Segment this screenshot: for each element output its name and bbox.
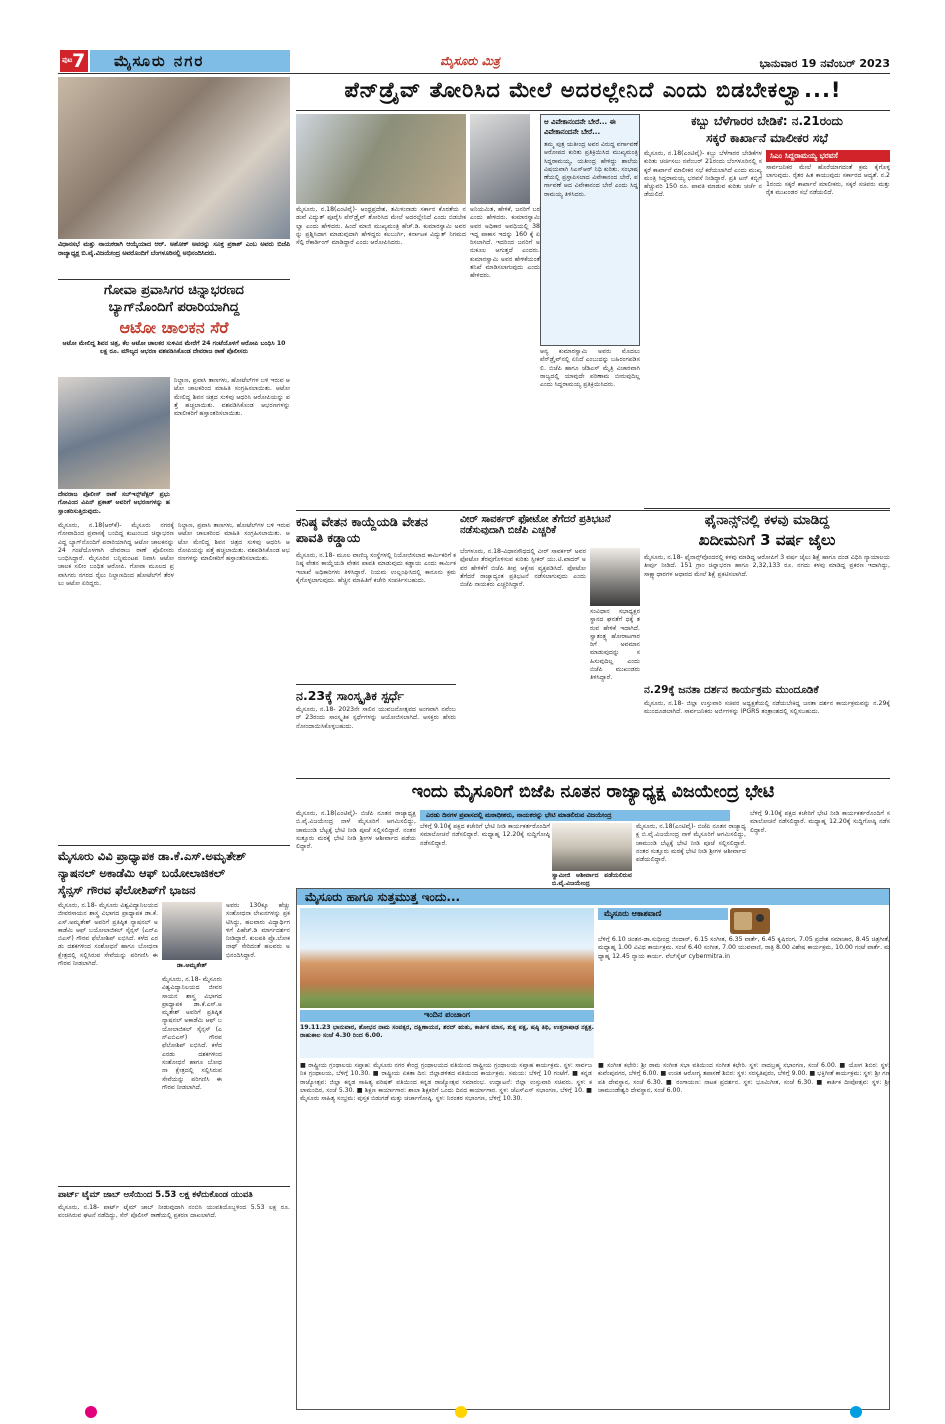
bjp-body-col2: ಬೆಳಿಗ್ಗೆ 9.10ಕ್ಕೆ ಪಕ್ಷದ ಕಚೇರಿಗೆ ಭೇಟಿ ನೀಡಿ ಕಾರ್ಯಕರ್ತರೊಂದಿಗೆ ಸಮಾಲೋಚನೆ ನಡೆಸಲಿದ್ದಾರೆ. ಮಧ್ಯಾಹ್ನ 12.20ಕ್ಕೆ ಸುದ್ದಿಗೋಷ್ಠಿ ನಡೆಸಲಿದ್ದಾರೆ. [420,823,552,847]
goa-body-col1: ಮೈಸೂರು, ನ.18(ಆರ್‌ಕೆ)- ಮೈಸೂರು ನಗರಕ್ಕೆ ಗೋವಾದಿಂದ ಪ್ರವಾಸಕ್ಕೆ ಬಂದಿದ್ದ ಕುಟುಂಬದ ಚಿನ್ನಾಭರಣವಿದ್ದ ಬ್ಯಾಗ್‌ನೊಂದಿಗೆ ಪರಾರಿಯಾಗಿದ್ದ ಆಟೋ ಚಾಲಕನನ್ನು 24 ಗಂಟೆಯೊಳಗಾಗಿ ದೇವರಾಜ ಠಾಣೆ ಪೊಲೀಸರು ಬಂಧಿಸಿದ್ದಾರೆ. ಮೈಸೂರಿನ ಬನ್ನಿಮಂಟಪ ನಿವಾಸಿ ಆಟೋ ಚಾಲಕ ಸಲೀಂ ಬಂಧಿತ ಆರೋಪಿ. ಗೋವಾ ಮೂಲದ ಪ್ರವಾಸಿಗರು ನಗರದ ರೈಲು ನಿಲ್ದಾಣದಿಂದ ಹೋಟೆಲ್‌ಗೆ ತೆರಳಲು ಆಟೋ ಏರಿದ್ದರು. [58,522,176,588]
registration-dot-magenta [85,1406,97,1418]
radio-icon [730,908,770,934]
lead-rule [296,110,890,111]
vv-body-col3: ಮೈಸೂರು, ನ.18- ಮೈಸೂರು ವಿಶ್ವವಿದ್ಯಾನಿಲಯದ ಜೀವರಸಾಯನ ಶಾಸ್ತ್ರ ವಿಭಾಗದ ಪ್ರಾಧ್ಯಾಪಕ ಡಾ.ಕೆ.ಎಸ್.ಅಮೃತೇಶ್ ಅವರಿಗೆ ಪ್ರತಿಷ್ಠಿತ ನ್ಯಾಷನಲ್ ಅಕಾಡೆಮಿ ಆಫ್ ಬಯೋಲಾಜಿಕಲ್ ಸೈನ್ಸಸ್ (ಎನ್‌ಎಬಿಎಸ್) ಗೌರವ ಫೆಲೋಶಿಪ್ ಲಭಿಸಿದೆ. ಕಳೆದ ಎರಡು ದಶಕಗಳಿಂದ ಸಂಶೋಧನೆ ಹಾಗೂ ಬೋಧನಾ ಕ್ಷೇತ್ರದಲ್ಲಿ ಸಲ್ಲಿಸಿರುವ ಸೇವೆಯನ್ನು ಪರಿಗಣಿಸಿ ಈ ಗೌರವ ನೀಡಲಾಗಿದೆ. [162,976,224,1091]
goa-photo [58,377,170,489]
finance-rule [644,508,890,509]
bjp-subdeck-bar [420,810,730,821]
vv-headline-3: ಸೈನ್ಸಸ್ ಗೌರವ ಫೆಲೋಶಿಪ್‌ಗೆ ಭಾಜನ [58,883,196,897]
page-label: ಪುಟ [62,56,73,64]
today-banner [297,889,889,905]
bjp-photo [552,823,632,871]
wage-sub-headline: ನ.23ಕ್ಕೆ ಸಾಂಸ್ಕೃತಿಕ ಸ್ಪರ್ಧೆ [296,688,404,703]
lead-box [540,114,640,346]
panchanga-bar [300,1010,594,1022]
vv-body-col2: ಅವರು 130ಕ್ಕೂ ಹೆಚ್ಚು ಸಂಶೋಧನಾ ಲೇಖನಗಳನ್ನು ಪ್ರಕಟಿಸಿದ್ದು, ಹಲವಾರು ವಿದ್ಯಾರ್ಥಿಗಳಿಗೆ ಪಿಹೆಚ್.ಡಿ ಮಾರ್ಗದರ್ಶನ ನೀಡಿದ್ದಾರೆ. ಕುಲಪತಿ ಪ್ರೊ.ಲೋಕನಾಥ್ ಸೇರಿದಂತೆ ಹಲವರು ಅಭಿನಂದಿಸಿದ್ದಾರೆ. [226,902,292,959]
date-text: ಭಾನುವಾರ 19 ನವೆಂಬರ್ 2023 [759,57,890,70]
lead-photo-1 [296,114,466,204]
goa-photo-caption: ದೇವರಾಜ ಪೊಲೀಸ್ ಠಾಣೆ ಸಬ್‌ಇನ್ಸ್‌ಪೆಕ್ಟರ್ ಪ್ರಭು ಗೋವಿಂದ ವಿಪಿನ್ ಪ್ರಕಾಶ್ ಅವರಿಗೆ ಆಭರಣಗಳನ್ನು ಹಸ್ತಾಂತರಿಸುತ್ತಿರುವುದು. [58,491,173,515]
savarkar-photo [590,548,640,606]
left-divider [58,279,290,280]
wage-headline: ಕನಿಷ್ಠ ವೇತನ ಕಾಯ್ದೆಯಡಿ ವೇತನ ಪಾವತಿ ಕಡ್ಡಾಯ [296,514,428,545]
lead-photo-2 [470,114,530,204]
mid-rule [296,510,890,511]
vv-footer-body: ಮೈಸೂರು, ನ.18- ಪಾರ್ಟ್ ಟೈಮ್ ಜಾಬ್ ನೀಡುವುದಾಗಿ ನಂಬಿಸಿ ಯುವತಿಯೊಬ್ಬಳಿಂದ 5.53 ಲಕ್ಷ ರೂ. ವಂಚಿಸಿರುವ ಘಟನೆ ನಡೆದಿದ್ದು, ಸೆನ್ ಪೊಲೀಸ್ ಠಾಣೆಯಲ್ಲಿ ಪ್ರಕರಣ ದಾಖಲಾಗಿದೆ. [58,1204,292,1220]
savarkar-body-2: ಸಂವಿಧಾನ ಸಭಾಧ್ಯಕ್ಷರ ಸ್ಥಾನದ ಘನತೆಗೆ ಧಕ್ಕೆ ತರುವ ಹೇಳಿಕೆ ಇದಾಗಿದೆ. ಸ್ವಾತಂತ್ರ್ಯ ಹೋರಾಟಗಾರರಿಗೆ ಅವಮಾನ ಮಾಡುವುದನ್ನು ಸಹಿಸುವುದಿಲ್ಲ ಎಂದು ಬಿಜೆಪಿ ಮುಖಂಡರು ತಿಳಿಸಿದ್ದಾರೆ. [590,608,642,682]
vv-photo-caption: ಡಾ.ಅಮೃತೇಶ್ [176,962,208,969]
sugar-headline-1: ಕಬ್ಬು ಬೆಳೆಗಾರರ ಬೇಡಿಕೆ: ನ.21ರಂದು [691,114,843,128]
wage-sub-body: ಮೈಸೂರು, ನ.18- 2023ನೇ ಸಾಲಿನ ಯುವಜನೋತ್ಸವದ ಅಂಗವಾಗಿ ನವೆಂಬರ್ 23ರಂದು ಸಾಂಸ್ಕೃತಿಕ ಸ್ಪರ್ಧೆಗಳನ್ನು ಆಯೋಜಿಸಲಾಗಿದೆ. ಆಸಕ್ತರು ಹೆಸರು ನೋಂದಾಯಿಸಿಕೊಳ್ಳಬಹುದು. [296,706,458,730]
today-banner-text: ಮೈಸೂರು ಹಾಗೂ ಸುತ್ತಮುತ್ತ ಇಂದು... [305,890,461,904]
registration-dot-yellow [455,1406,467,1418]
goa-headline-1: ಗೋವಾ ಪ್ರವಾಸಿಗರ ಚಿನ್ನಾಭರಣದ [104,283,244,298]
goa-deck: ಆಟೋ ಮೇಲಿದ್ದ ಶಿವನ ಚಿತ್ರ, ಕೆಲ ಆಟೋ ಚಾಲಕರ ಸುಳಿವಿನ ಮೇರೆಗೆ 24 ಗಂಟೆಯೊಳಗೆ ಆರೋಪಿ ಬಂಧಿಸಿ 10 ಲಕ್ಷ ರೂ. ಮೌಲ್ಯದ ಆಭರಣ ವಶಪಡಿಸಿಕೊಂಡ ದೇವರಾಜ ಠಾಣೆ ಪೊಲೀಸರು [62,340,288,356]
masthead [380,50,560,72]
wage-rule [296,684,456,685]
finance-sub-body: ಮೈಸೂರು, ನ.18- ಜಿಲ್ಲಾ ಉಸ್ತುವಾರಿ ಸಚಿವರ ಅಧ್ಯಕ್ಷತೆಯಲ್ಲಿ ನಡೆಯಬೇಕಿದ್ದ ಜನತಾ ದರ್ಶನ ಕಾರ್ಯಕ್ರಮವನ್ನು ನ.29ಕ್ಕೆ ಮುಂದೂಡಲಾಗಿದೆ. ಸಾರ್ವಜನಿಕರು ಅರ್ಜಿಗಳನ್ನು IPGRS ತಂತ್ರಾಂಶದಲ್ಲಿ ಸಲ್ಲಿಸಬಹುದು. [644,700,892,716]
palace-photo [300,908,594,1008]
sugar-highlight [766,150,890,162]
panchanga-title: ಇಂದಿನ ಪಂಚಾಂಗ [424,1010,470,1019]
vv-body-col1: ಮೈಸೂರು, ನ.18- ಮೈಸೂರು ವಿಶ್ವವಿದ್ಯಾನಿಲಯದ ಜೀವರಸಾಯನ ಶಾಸ್ತ್ರ ವಿಭಾಗದ ಪ್ರಾಧ್ಯಾಪಕ ಡಾ.ಕೆ.ಎಸ್.ಅಮೃತೇಶ್ ಅವರಿಗೆ ಪ್ರತಿಷ್ಠಿತ ನ್ಯಾಷನಲ್ ಅಕಾಡೆಮಿ ಆಫ್ ಬಯೋಲಾಜಿಕಲ್ ಸೈನ್ಸಸ್ (ಎನ್‌ಎಬಿಎಸ್) ಗೌರವ ಫೆಲೋಶಿಪ್ ಲಭಿಸಿದೆ. ಕಳೆದ ಎರಡು ದಶಕಗಳಿಂದ ಸಂಶೋಧನೆ ಹಾಗೂ ಬೋಧನಾ ಕ್ಷೇತ್ರದಲ್ಲಿ ಸಲ್ಲಿಸಿರುವ ಸೇವೆಯನ್ನು ಪರಿಗಣಿಸಿ ಈ ಗೌರವ ನೀಡಲಾಗಿದೆ. [58,902,160,968]
finance-body: ಮೈಸೂರು, ನ.18- ಫೈನಾನ್ಸ್‌ವೊಂದರಲ್ಲಿ ಕಳವು ಮಾಡಿದ್ದ ಆರೋಪಿಗೆ 3 ವರ್ಷ ಜೈಲು ಶಿಕ್ಷೆ ಹಾಗೂ ದಂಡ ವಿಧಿಸಿ ನ್ಯಾಯಾಲಯ ತೀರ್ಪು ನೀಡಿದೆ. 151 ಗ್ರಾಂ ಚಿನ್ನಾಭರಣ ಹಾಗೂ 2,32,133 ರೂ. ನಗದು ಕಳವು ಮಾಡಿದ್ದ ಪ್ರಕರಣ ಇದಾಗಿದ್ದು, ಸಾಕ್ಷ್ಯಾಧಾರಗಳ ಆಧಾರದ ಮೇಲೆ ಶಿಕ್ಷೆ ಪ್ರಕಟಿಸಲಾಗಿದೆ. [644,554,892,578]
lead-col3: ಆನ್ಯ ಕುಮಾರಸ್ವಾಮಿ ಅವರು ಮೊದಲು ಪೆನ್‌ಡ್ರೈವ್‌ನಲ್ಲಿ ಏನಿದೆ ಎಂಬುದನ್ನು ಬಹಿರಂಗಪಡಿಸಲಿ. ಬಿಜೆಪಿ ಹಾಗೂ ಜೆಡಿಎಸ್ ಮೈತ್ರಿ ವಿಚಾರವಾಗಿ ರಾಜ್ಯದಲ್ಲಿ ಯಾವುದೇ ಪರಿಣಾಮ ಬೀರುವುದಿಲ್ಲ ಎಂದು ಸಿದ್ದರಾಮಯ್ಯ ಪ್ರತಿಕ್ರಿಯಿಸಿದರು. [540,348,642,389]
bjp-subdeck: ಎರಡು ದಿನಗಳ ಪ್ರವಾಸದಲ್ಲಿ ಮಠಾಧೀಶರು, ನಾಯಕರನ್ನು ಭೇಟಿ ಮಾಡಲಿರುವ ವಿಜಯೇಂದ್ರ [426,811,612,819]
bjp-photo-caption: ಸ್ವಾಮೀಜಿ ಆಶೀರ್ವಾದ ಪಡೆಯಲಿರುವ ಬಿ.ವೈ.ವಿಜಯೇಂದ್ರ [552,872,635,888]
sugar-body-col2: ಸಾರ್ವಜನಿಕರ ಮೇಲೆ ಹೊರೆಯಾಗದಂತೆ ಕ್ರಮ ಕೈಗೊಳ್ಳಲಾಗುವುದು. ರೈತರ ಹಿತ ಕಾಯುವುದು ಸರ್ಕಾರದ ಆದ್ಯತೆ. ನ.21ರಂದು ಸಕ್ಕರೆ ಕಾರ್ಖಾನೆ ಮಾಲೀಕರು, ಸಕ್ಕರೆ ಸಚಿವರು ಮತ್ತು ರೈತ ಮುಖಂಡರ ಸಭೆ ನಡೆಯಲಿದೆ. [766,164,892,196]
savarkar-headline: ವೀರ್ ಸಾವರ್ಕರ್ ಫೋಟೋ ತೆಗೆದರೆ ಪ್ರತಿಭಟನೆ ನಡೆಸುವುದಾಗಿ ಬಿಜೆಪಿ ಎಚ್ಚರಿಕೆ [460,514,611,536]
section-title: ಮೈಸೂರು ನಗರ [114,52,205,70]
section-banner [90,50,290,72]
vv-footer-headline: ಪಾರ್ಟ್ ಟೈಮ್ ಜಾಬ್ ಆಸೆಯಿಂದ 5.53 ಲಕ್ಷ ಕಳೆದುಕೊಂಡ ಯುವತಿ [58,1190,253,1200]
sugar-headline-2: ಸಕ್ಕರೆ ಕಾರ್ಖಾನೆ ಮಾಲೀಕರ ಸಭೆ [706,131,828,145]
today-events-col2: ■ ಸಂಗೀತ ಕಛೇರಿ: ಶ್ರೀ ರಾಮ ಸಂಗೀತ ಸಭಾ ವತಿಯಿಂದ ಸಂಗೀತ ಕಛೇರಿ. ಸ್ಥಳ: ನಾದಬ್ರಹ್ಮ ಸಭಾಂಗಣ, ಸಂಜೆ 6.00. ■ ಯೋಗ ಶಿಬಿರ: ಸ್ಥಳ: ಕುವೆಂಪುನಗರ, ಬೆಳಿಗ್ಗೆ 6.00. ■ ಉಚಿತ ಆರೋಗ್ಯ ತಪಾಸಣೆ ಶಿಬಿರ: ಸ್ಥಳ: ಸರಸ್ವತಿಪುರಂ, ಬೆಳಿಗ್ಗೆ 9.00. ■ ಭಕ್ತಿಗೀತೆ ಕಾರ್ಯಕ್ರಮ: ಸ್ಥಳ: ಶ್ರೀ ಗಣಪತಿ ದೇವಸ್ಥಾನ, ಸಂಜೆ 6.30. ■ ರಂಗಾಯಣ: ನಾಟಕ ಪ್ರದರ್ಶನ. ಸ್ಥಳ: ಭೂಮಿಗೀತ, ಸಂಜೆ 6.30. ■ ಕಾರ್ತಿಕ ದೀಪೋತ್ಸವ: ಸ್ಥಳ: ಶ್ರೀ ಚಾಮುಂಡೇಶ್ವರಿ ದೇವಸ್ಥಾನ, ಸಂಜೆ 6.00. [598,1062,892,1094]
lead-col2: ಅನಿಯಮಿತ, ಹೇಳಿಕೆ, ಜನರಿಗೆ ಬರ ಎಂದು ಹೇಳಿದರು. ಕುಮಾರಸ್ವಾಮಿ ಅವರ ಅಧಿಕಾರ ಅವಧಿಯಲ್ಲಿ 38 ಇದ್ದ ಪಾಕಾಸ ಇದನ್ನು 160 ಕ್ಕೆ ಏರಿಸಲಾಗಿದೆ. ಇದರಿಂದ ಜನರಿಗೆ ಅನುಕೂಲ ಆಗುತ್ತದೆ ಎಂದರು. ಕುಮಾರಸ್ವಾಮಿ ಅವರ ಹೇಳಿಕೆಯಂತೆ ತನಿಖೆ ಮಾಡಿಸಲಾಗುವುದು ಎಂದು ಹೇಳಿದರು. [470,206,540,280]
bjp-body-col1: ಮೈಸೂರು, ನ.18(ಎಂಟಿವೈ)- ಬಿಜೆಪಿ ನೂತನ ರಾಜ್ಯಾಧ್ಯಕ್ಷ ಬಿ.ವೈ.ವಿಜಯೇಂದ್ರ ನಾಳೆ ಮೈಸೂರಿಗೆ ಆಗಮಿಸಲಿದ್ದು, ಚಾಮುಂಡಿ ಬೆಟ್ಟಕ್ಕೆ ಭೇಟಿ ನೀಡಿ ಪೂಜೆ ಸಲ್ಲಿಸಲಿದ್ದಾರೆ. ನಂತರ ಸುತ್ತೂರು ಮಠಕ್ಕೆ ಭೇಟಿ ನೀಡಿ ಶ್ರೀಗಳ ಆಶೀರ್ವಾದ ಪಡೆಯಲಿದ್ದಾರೆ. [296,810,418,851]
goa-side-text: ನಿಲ್ದಾಣ, ಪ್ರವಾಸಿ ತಾಣಗಳು, ಹೋಟೆಲ್‌ಗಳ ಬಳಿ ಇರುವ ಆಟೋ ಚಾಲಕರಿಂದ ಮಾಹಿತಿ ಸಂಗ್ರಹಿಸಲಾಯಿತು. ಆಟೋ ಮೇಲಿದ್ದ ಶಿವನ ಚಿತ್ರದ ಸುಳಿವು ಆಧರಿಸಿ ಆರೋಪಿಯನ್ನು ಪತ್ತೆ ಹಚ್ಚಲಾಯಿತು. ವಶಪಡಿಸಿಕೊಂಡ ಆಭರಣಗಳನ್ನು ಮಾಲೀಕರಿಗೆ ಹಸ್ತಾಂತರಿಸಲಾಯಿತು. [174,377,292,418]
finance-sub-headline: ನ.29ಕ್ಕೆ ಜನತಾ ದರ್ಶನ ಕಾರ್ಯಕ್ರಮ ಮುಂದೂಡಿಕೆ [644,684,819,696]
mid-rule-2 [296,778,890,779]
goa-headline-2: ಬ್ಯಾಗ್‌ನೊಂದಿಗೆ ಪರಾರಿಯಾಗಿದ್ದ [108,300,240,315]
left-divider-3 [58,1186,290,1187]
savarkar-body: ಬೆಂಗಳೂರು, ನ.18-ವಿಧಾನಸೌಧದಲ್ಲಿ ವೀರ್ ಸಾವರ್ಕರ್ ಅವರ ಫೋಟೋ ತೆರವುಗೊಳಿಸುವ ಕುರಿತು ಸ್ಪೀಕರ್ ಯು.ಟಿ.ಖಾದರ್ ಅವರ ಹೇಳಿಕೆಗೆ ಬಿಜೆಪಿ ತೀವ್ರ ಆಕ್ಷೇಪ ವ್ಯಕ್ತಪಡಿಸಿದೆ. ಫೋಟೋ ತೆಗೆದರೆ ರಾಜ್ಯಾದ್ಯಂತ ಪ್ರತಿಭಟನೆ ನಡೆಸಲಾಗುವುದು ಎಂದು ಬಿಜೆಪಿ ನಾಯಕರು ಎಚ್ಚರಿಸಿದ್ದಾರೆ. [460,548,588,589]
finance-headline-1: ಫೈನಾನ್ಸ್‌ನಲ್ಲಿ ಕಳವು ಮಾಡಿದ್ದ [704,512,830,528]
radio-title: ಮೈಸೂರು ಆಕಾಶವಾಣಿ [604,909,662,918]
finance-headline-2: ಖದೀಮನಿಗೆ 3 ವರ್ಷ ಜೈಲು [698,531,836,549]
group-photo-caption: ವಿಧಾನಸಭೆ ಮತ್ತು ನಾಯಕರಾಗಿ ಆಯ್ಕೆಯಾದ ಆರ್. ಅಶೋಕ್ ಅವರನ್ನು ಸೂಕ್ತ ಪ್ರಕಾಶ್ ಎಂಬ ಅವರು ಬಿಜೆಪಿ ರಾಜ್ಯಾಧ್ಯಕ್ಷ ಬಿ.ವೈ.ವಿಜಯೇಂದ್ರ ಅವರೊಂದಿಗೆ ಬೆಂಗಳೂರಿನಲ್ಲಿ ಅಭಿನಂದಿಸಿದರು. [58,241,293,257]
left-divider-2 [58,845,290,846]
masthead-title: ಮೈಸೂರು ಮಿತ್ರ [440,54,500,68]
panchanga-text: 19.11.23 ಭಾನುವಾರ, ಶೋಭನ ನಾಮ ಸಂವತ್ಸರ, ದಕ್ಷಿಣಾಯನ, ಶರದ್ ಋತು, ಕಾರ್ತಿಕ ಮಾಸ, ಶುಕ್ಲ ಪಕ್ಷ, ಷಷ್ಠಿ ತಿಥಿ, ಉತ್ತರಾಷಾಢ ನಕ್ಷತ್ರ. ರಾಹುಕಾಲ ಸಂಜೆ 4.30 ರಿಂದ 6.00. [300,1024,594,1058]
sugar-highlight-text: ಸಿಎಂ ಸಿದ್ದರಾಮಯ್ಯ ಭರವಸೆ [770,151,838,160]
lead-col1: ಮೈಸೂರು, ನ.18(ಎಂಟಿವೈ)- ಆಂಧ್ರಪ್ರದೇಶ, ತಮಿಳುನಾಡು ಸರ್ಕಾರ ಕೊರತೆಯ ನಡುವೆ ವಿದ್ಯುತ್ ಪೂರೈಸಿ ಪೆನ್‌ಡ್ರೈವ್ ತೋರಿಸಿದ ಮೇಲೆ ಅದರಲ್ಲೇನಿದೆ ಎಂದು ಬಿಡಬೇಕಲ್ವಾ ಎಂದು ಹೇಳಿದರು. ಹಿಂದೆ ಮಾಜಿ ಮುಖ್ಯಮಂತ್ರಿ ಹೆಚ್.ಡಿ. ಕುಮಾರಸ್ವಾಮಿ ಅವರನ್ನು ಪ್ರಶ್ನಿಸಿದಾಗ ಮಾಡುವುದಾಗಿ ಹೇಳಿದ್ದರು ಕಲಬುರ್ಗಿ, ಕರ್ನಾಟಕ ವಿದ್ಯುತ್ ನಿಗಮದ ಸೆಲ್ಫಿ ರೆಕಾರ್ಡಿಂಗ್ ಮಾಡಿದ್ದಾರೆ ಎಂದು ಆರೋಪಿಸಿದರು. [296,206,468,247]
radio-bar [598,908,728,920]
goa-headline-3: ಆಟೋ ಚಾಲಕನ ಸೆರೆ [119,318,229,337]
vv-headline-2: ನ್ಯಾಷನಲ್ ಅಕಾಡೆಮಿ ಆಫ್ ಬಯೋಲಾಜಿಕಲ್ [58,866,225,880]
header-rule [58,73,890,74]
vv-headline-1: ಮೈಸೂರು ವಿವಿ ಪ್ರಾಧ್ಯಾಪಕ ಡಾ.ಕೆ.ಎಸ್.ಅಮೃತೇಶ್ [58,849,247,863]
bjp-body-col3: ಮೈಸೂರು, ನ.18(ಎಂಟಿವೈ)- ಬಿಜೆಪಿ ನೂತನ ರಾಜ್ಯಾಧ್ಯಕ್ಷ ಬಿ.ವೈ.ವಿಜಯೇಂದ್ರ ನಾಳೆ ಮೈಸೂರಿಗೆ ಆಗಮಿಸಲಿದ್ದು, ಚಾಮುಂಡಿ ಬೆಟ್ಟಕ್ಕೆ ಭೇಟಿ ನೀಡಿ ಪೂಜೆ ಸಲ್ಲಿಸಲಿದ್ದಾರೆ. ನಂತರ ಸುತ್ತೂರು ಮಠಕ್ಕೆ ಭೇಟಿ ನೀಡಿ ಶ್ರೀಗಳ ಆಶೀರ್ವಾದ ಪಡೆಯಲಿದ್ದಾರೆ. [636,823,748,864]
wage-body: ಮೈಸೂರು, ನ.18- ಮೂಲ ವಾಣಿಜ್ಯ ಸಂಸ್ಥೆಗಳಲ್ಲಿ ನಿಯೋಜಿಸಲಾದ ಕಾರ್ಮಿಕರಿಗೆ ಕನಿಷ್ಠ ವೇತನ ಕಾಯ್ದೆಯಡಿ ವೇತನ ಪಾವತಿ ಮಾಡುವುದು ಕಡ್ಡಾಯ ಎಂದು ಕಾರ್ಮಿಕ ಇಲಾಖೆ ಅಧಿಕಾರಿಗಳು ತಿಳಿಸಿದ್ದಾರೆ. ನಿಯಮ ಉಲ್ಲಂಘಿಸಿದಲ್ಲಿ ಕಾನೂನು ಕ್ರಮ ಕೈಗೊಳ್ಳಲಾಗುವುದು. ಹೆಚ್ಚಿನ ಮಾಹಿತಿಗೆ ಕಚೇರಿ ಸಂಪರ್ಕಿಸಬಹುದು. [296,552,458,584]
radio-schedule: ಬೆಳಿಗ್ಗೆ 6.10 ಚಿಂತನ-ಡಾ.ಸುಧೀಂದ್ರ ಜಿಂದಾರ್, 6.15 ಸಂಗೀತ, 6.35 ವಾರ್ತೆ, 6.45 ಕೃಷಿರಂಗ, 7.05 ಪ್ರದೇಶ ಸಮಾಚಾರ, 8.45 ಚಿತ್ರಗೀತೆ, ಮಧ್ಯಾಹ್ನ 1.00 ವಿವಿಧ ಕಾರ್ಯಕ್ರಮ. ಸಂಜೆ 6.40 ಸಂಗೀತ, 7.00 ಯುವವಾಣಿ, ರಾತ್ರಿ 8.00 ವಿಶೇಷ ಕಾರ್ಯಕ್ರಮ, 10.00 ಗಂಟೆ ವಾರ್ತೆ. ಮಧ್ಯಾಹ್ನ 12.45 ನ್ಯಾಯ ಕಾರ್ಯ. ವೆಬ್‌ಸೈಟ್ cybermitra.in [598,936,892,960]
sugar-body-col1: ಮೈಸೂರು, ನ.18(ಎಂಟಿವೈ)- ಕಬ್ಬು ಬೆಳೆಗಾರರ ಬೇಡಿಕೆಗಳ ಕುರಿತು ಚರ್ಚಿಸಲು ನವೆಂಬರ್ 21ರಂದು ಬೆಂಗಳೂರಿನಲ್ಲಿ ಸಕ್ಕರೆ ಕಾರ್ಖಾನೆ ಮಾಲೀಕರ ಸಭೆ ಕರೆಯಲಾಗಿದೆ ಎಂದು ಮುಖ್ಯಮಂತ್ರಿ ಸಿದ್ದರಾಮಯ್ಯ ಭರವಸೆ ನೀಡಿದ್ದಾರೆ. ಪ್ರತಿ ಟನ್ ಕಬ್ಬಿಗೆ ಹೆಚ್ಚುವರಿ 150 ರೂ. ಪಾವತಿ ಮಾಡುವ ಕುರಿತು ಚರ್ಚೆ ನಡೆಯಲಿದೆ. [644,150,764,199]
page-number: 7 [72,50,86,72]
bjp-headline: ಇಂದು ಮೈಸೂರಿಗೆ ಬಿಜೆಪಿ ನೂತನ ರಾಜ್ಯಾಧ್ಯಕ್ಷ ವಿಜಯೇಂದ್ರ ಭೇಟಿ [411,782,775,802]
group-photo [58,77,290,239]
lead-box-text: ತಮ್ಮ ಪುತ್ರ ಯತೀಂದ್ರ ಅವರ ವಿರುದ್ಧ ವರ್ಗಾವಣೆ ಆರೋಪದ ಕುರಿತು ಪ್ರತಿಕ್ರಿಯಿಸಿದ ಮುಖ್ಯಮಂತ್ರಿ ಸಿದ್ದರಾಮಯ್ಯ, ಯತೀಂದ್ರ ಹೇಳಿದ್ದು ಶಾಲೆಯ ವಿಷಯವಾಗಿ ಸಿಎಸ್‌ಆರ್ ನಿಧಿ ಕುರಿತು. ಸಂಭಾಷಣೆಯಲ್ಲಿ ಪ್ರಸ್ತಾಪಿಸಲಾದ ವಿವೇಕಾನಂದ ಬೇರೆ, ವರ್ಗಾವಣೆ ಆದ ವಿವೇಕಾನಂದ ಬೇರೆ ಎಂದು ಸಿದ್ದರಾಮಯ್ಯ ತಿಳಿಸಿದರು. [544,141,640,198]
lead-box-title: ಆ ವಿವೇಕಾನಂದನೇ ಬೇರೆ... ಈ ವಿವೇಕಾನಂದನೇ ಬೇರೆ... [544,118,616,136]
lead-headline: ಪೆನ್‌ಡ್ರೈವ್ ತೋರಿಸಿದ ಮೇಲೆ ಅದರಲ್ಲೇನಿದೆ ಎಂದು ಬಿಡಬೇಕಲ್ವಾ...! [344,78,842,102]
page-number-badge [60,50,88,72]
today-events-col1: ■ ರಾಷ್ಟ್ರೀಯ ಗ್ರಂಥಾಲಯ ಸಪ್ತಾಹ: ಮೈಸೂರು ನಗರ ಕೇಂದ್ರ ಗ್ರಂಥಾಲಯದ ವತಿಯಿಂದ ರಾಷ್ಟ್ರೀಯ ಗ್ರಂಥಾಲಯ ಸಪ್ತಾಹ ಕಾರ್ಯಕ್ರಮ. ಸ್ಥಳ: ಸಾರ್ವಜನಿಕ ಗ್ರಂಥಾಲಯ, ಬೆಳಿಗ್ಗೆ 10.30. ■ ರಾಷ್ಟ್ರೀಯ ಏಕತಾ ದಿನ: ಜಿಲ್ಲಾಡಳಿತದ ವತಿಯಿಂದ ಕಾರ್ಯಕ್ರಮ. ಸಮಯ: ಬೆಳಿಗ್ಗೆ 10 ಗಂಟೆಗೆ. ■ ಕನ್ನಡ ರಾಜ್ಯೋತ್ಸವ: ಜಿಲ್ಲಾ ಕನ್ನಡ ಸಾಹಿತ್ಯ ಪರಿಷತ್ ವತಿಯಿಂದ ಕನ್ನಡ ರಾಜ್ಯೋತ್ಸವ ಸಮಾರಂಭ. ಉದ್ಘಾಟನೆ: ಜಿಲ್ಲಾ ಉಸ್ತುವಾರಿ ಸಚಿವರು. ಸ್ಥಳ: ಕಲಾಮಂದಿರ, ಸಂಜೆ 5.30. ■ ಶಿಕ್ಷಣ ಕಾರ್ಯಾಗಾರ: ಶಾಲಾ ಶಿಕ್ಷಕರಿಗೆ ಒಂದು ದಿನದ ಕಾರ್ಯಾಗಾರ. ಸ್ಥಳ: ಜೆಎಸ್‌ಎಸ್ ಸಭಾಂಗಣ, ಬೆಳಿಗ್ಗೆ 10. ■ ಮೈಸೂರು ಸಾಹಿತ್ಯ ಸಂಭ್ರಮ: ಪುಸ್ತಕ ಬಿಡುಗಡೆ ಮತ್ತು ಚರ್ಚಾಗೋಷ್ಠಿ. ಸ್ಥಳ: ನಿರಂತರ ಸಭಾಂಗಣ, ಬೆಳಿಗ್ಗೆ 10.30. [300,1062,594,1103]
bjp-body-col4: ಬೆಳಿಗ್ಗೆ 9.10ಕ್ಕೆ ಪಕ್ಷದ ಕಚೇರಿಗೆ ಭೇಟಿ ನೀಡಿ ಕಾರ್ಯಕರ್ತರೊಂದಿಗೆ ಸಮಾಲೋಚನೆ ನಡೆಸಲಿದ್ದಾರೆ. ಮಧ್ಯಾಹ್ನ 12.20ಕ್ಕೆ ಸುದ್ದಿಗೋಷ್ಠಿ ನಡೆಸಲಿದ್ದಾರೆ. [750,810,890,834]
header-date [680,52,890,72]
vv-photo [162,902,222,960]
registration-dot-cyan [850,1406,862,1418]
goa-body-col2: ನಿಲ್ದಾಣ, ಪ್ರವಾಸಿ ತಾಣಗಳು, ಹೋಟೆಲ್‌ಗಳ ಬಳಿ ಇರುವ ಆಟೋ ಚಾಲಕರಿಂದ ಮಾಹಿತಿ ಸಂಗ್ರಹಿಸಲಾಯಿತು. ಆಟೋ ಮೇಲಿದ್ದ ಶಿವನ ಚಿತ್ರದ ಸುಳಿವು ಆಧರಿಸಿ ಆರೋಪಿಯನ್ನು ಪತ್ತೆ ಹಚ್ಚಲಾಯಿತು. ವಶಪಡಿಸಿಕೊಂಡ ಆಭರಣಗಳನ್ನು ಮಾಲೀಕರಿಗೆ ಹಸ್ತಾಂತರಿಸಲಾಯಿತು. [178,522,292,563]
